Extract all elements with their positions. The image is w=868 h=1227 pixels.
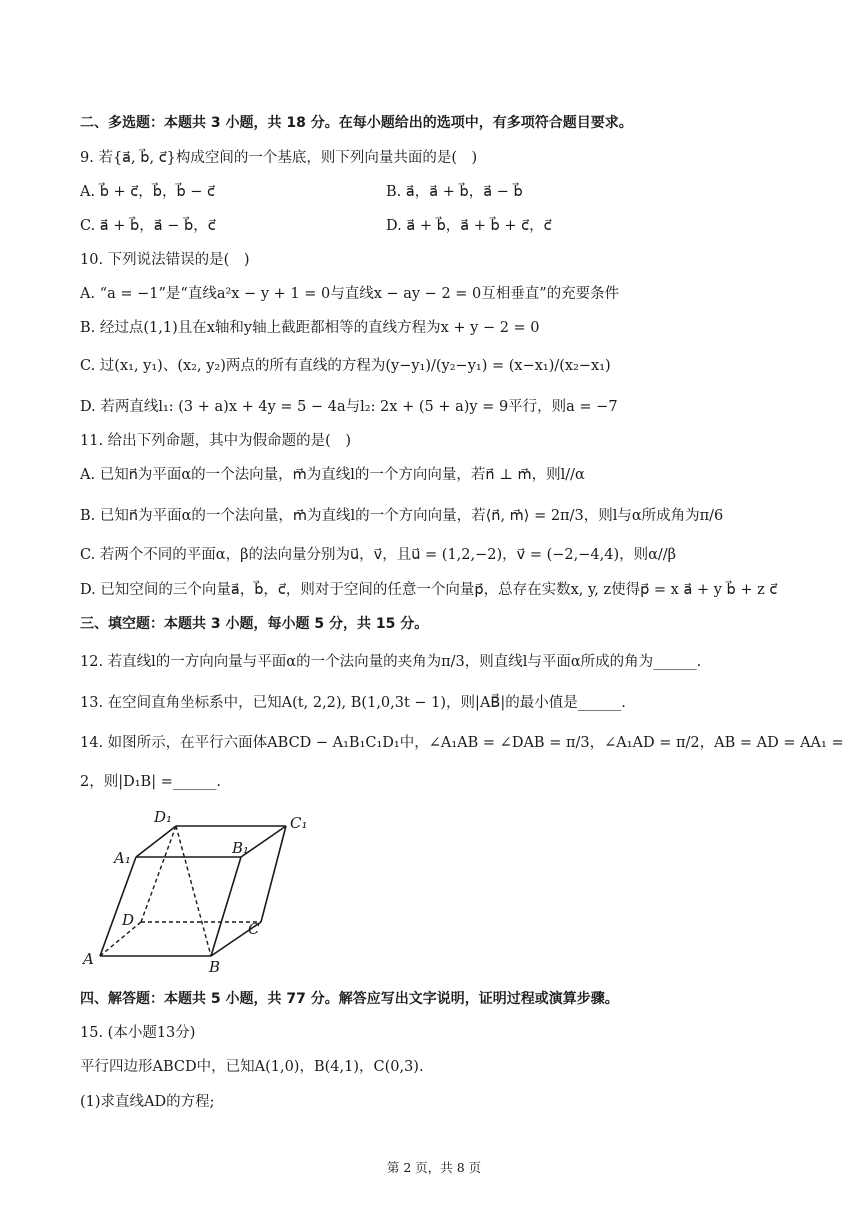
label-b: B [209,958,221,976]
question-14-stem-line2: 2，则|D₁B| =______. [80,774,221,790]
label-c: C [248,920,260,938]
question-15-title: 15. (本小题13分) [80,1025,196,1041]
section-4-header: 四、解答题：本题共 5 小题，共 77 分。解答应写出文字说明，证明过程或演算步骤。 [80,991,619,1007]
section-3-header: 三、填空题：本题共 3 小题，每小题 5 分，共 15 分。 [80,616,429,632]
question-9-stem: 9. 若{a⃗, b⃗, c⃗}构成空间的一个基底，则下列向量共面的是( ) [80,150,478,166]
question-13-stem: 13. 在空间直角坐标系中，已知A(t, 2,2), B(1,0,3t − 1)，则|AB⃗|的最小值是______. [80,695,626,711]
question-15-part-1: (1)求直线AD的方程; [80,1094,215,1110]
edge-bb1 [211,857,241,956]
label-d: D [122,911,135,929]
question-9-option-b: B. a⃗，a⃗ + b⃗，a⃗ − b⃗ [386,184,523,200]
question-10-option-a: A. “a = −1”是“直线a²x − y + 1 = 0与直线x − ay − 2 = 0互相垂直”的充要条件 [80,286,620,302]
question-11-stem: 11. 给出下列命题，其中为假命题的是( ) [80,433,351,449]
question-10-option-b: B. 经过点(1,1)且在x轴和y轴上截距都相等的直线方程为x + y − 2 = 0 [80,320,540,336]
question-14-stem-line1: 14. 如图所示，在平行六面体ABCD − A₁B₁C₁D₁中，∠A₁AB = ∠DAB = π/3，∠A₁AD = π/2，AB = AD = AA₁ = [80,735,844,751]
question-10-option-d: D. 若两直线l₁: (3 + a)x + 4y = 5 − 4a与l₂: 2x + (5 + a)y = 9平行，则a = −7 [80,399,618,415]
question-11-option-d: D. 已知空间的三个向量a⃗，b⃗，c⃗，则对于空间的任意一个向量p⃗，总存在实数x, y, z使得p⃗ = x a⃗ + y b⃗ + z c⃗ [80,582,778,598]
question-9-option-c: C. a⃗ + b⃗，a⃗ − b⃗，c⃗ [80,218,216,234]
question-10-stem: 10. 下列说法错误的是( ) [80,252,250,268]
label-d1: D₁ [154,808,173,826]
label-b1: B₁ [232,839,250,857]
parallelepiped-figure [76,806,316,976]
label-c1: C₁ [290,814,308,832]
question-11-option-a: A. 已知n⃗为平面α的一个法向量，m⃗为直线l的一个方向向量，若n⃗ ⊥ m⃗，则l//α [80,467,585,483]
diagonal-d1b [176,826,211,956]
label-a: A [83,950,94,968]
question-11-option-c: C. 若两个不同的平面α，β的法向量分别为u⃗，v⃗，且u⃗ = (1,2,−2)，v⃗ = (−2,−4,4)，则α//β [80,547,677,563]
page-footer: 第 2 页，共 8 页 [386,1160,482,1175]
question-11-option-b: B. 已知n⃗为平面α的一个法向量，m⃗为直线l的一个方向向量，若⟨n⃗, m⃗⟩ = 2π/3，则l与α所成角为π/6 [80,508,724,524]
question-12-stem: 12. 若直线l的一方向向量与平面α的一个法向量的夹角为π/3，则直线l与平面α所成的角为______. [80,654,702,670]
question-9-option-a: A. b⃗ + c⃗，b⃗，b⃗ − c⃗ [80,184,215,200]
question-9-option-d: D. a⃗ + b⃗，a⃗ + b⃗ + c⃗，c⃗ [386,218,552,234]
question-15-stem: 平行四边形ABCD中，已知A(1,0)，B(4,1)，C(0,3). [80,1059,424,1075]
question-10-option-c: C. 过(x₁, y₁)、(x₂, y₂)两点的所有直线的方程为(y−y₁)/(y₂−y₁) = (x−x₁)/(x₂−x₁) [80,358,611,374]
label-a1: A₁ [114,849,131,867]
section-2-header: 二、多选题：本题共 3 小题，共 18 分。在每小题给出的选项中，有多项符合题目要求。 [80,115,633,131]
